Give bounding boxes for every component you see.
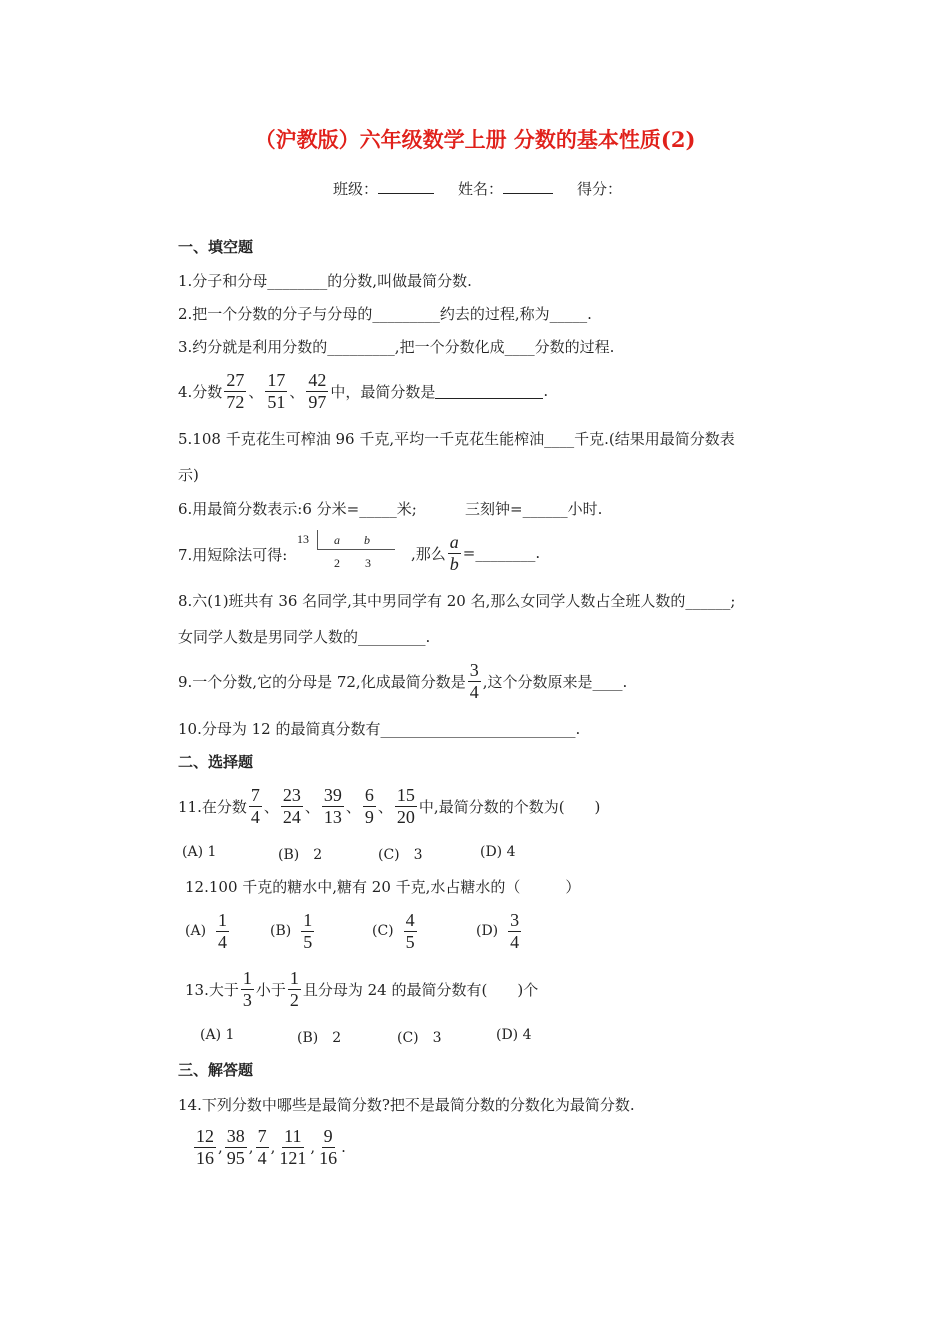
question-8-line-1: 8.六(1)班共有 36 名同学,其中男同学有 20 名,那么女同学人数占全班人数的______; <box>178 592 736 610</box>
q7-end: =________. <box>462 544 541 562</box>
short-division-b: b <box>364 533 370 547</box>
fraction: $\frac{1}{2}$ <box>289 967 299 1010</box>
q12-option-b[interactable] <box>270 908 316 954</box>
question-5-line-2: 示) <box>178 466 199 484</box>
class-label: 班级： <box>333 180 379 198</box>
separator: 、 <box>377 797 393 816</box>
q11-option-c[interactable]: (C) 3 <box>378 847 423 863</box>
fraction: $\frac{27}{72}$ <box>226 369 245 412</box>
separator: 、 <box>289 382 305 401</box>
q11-end: 中,最简分数的个数为( ) <box>418 797 601 816</box>
fraction: $\frac{1}{5}$ <box>303 909 313 952</box>
fraction: $\frac{9}{16}$ <box>319 1125 338 1168</box>
score-label: 得分： <box>577 180 623 198</box>
answer-blank[interactable] <box>435 384 543 399</box>
fraction: $\frac{38}{95}$ <box>226 1125 245 1168</box>
name-blank[interactable] <box>503 179 553 194</box>
separator: 、 <box>304 797 320 816</box>
score-field <box>577 178 622 199</box>
option-label: (C) <box>372 923 394 939</box>
name-field <box>458 178 553 199</box>
short-division-3: 3 <box>365 556 371 570</box>
short-division-bar <box>317 530 318 550</box>
separator: 、 <box>263 797 279 816</box>
q9-end: ,这个分数原来是____. <box>482 672 628 691</box>
option-label: (D) <box>476 923 499 939</box>
fraction: $\frac{42}{97}$ <box>308 369 327 412</box>
option-label: (A) <box>185 923 207 939</box>
page-title: （沪教版）六年级数学上册 分数的基本性质(2) <box>254 127 696 152</box>
fraction: $\frac{17}{51}$ <box>267 369 286 412</box>
q12-option-a[interactable] <box>185 908 231 954</box>
section-answer: 三、解答题 <box>178 1061 254 1079</box>
question-14: 14.下列分数中哪些是最简分数?把不是最简分数的分数化为最简分数. <box>178 1096 635 1114</box>
fraction: $\frac{6}{9}$ <box>364 784 374 827</box>
fraction: $\frac{1}{3}$ <box>242 967 252 1010</box>
q4-prefix: 4.分数 <box>178 382 223 401</box>
q11-prefix: 11.在分数 <box>178 797 247 816</box>
question-2: 2.把一个分数的分子与分母的_________约去的过程,称为_____. <box>178 305 592 323</box>
section-fill-blank: 一、填空题 <box>178 238 254 256</box>
q12-option-d[interactable] <box>476 908 523 954</box>
name-label: 姓名： <box>458 180 504 198</box>
short-division-divisor: 13 <box>297 532 309 546</box>
short-division-line <box>317 549 395 550</box>
fraction: $\frac{23}{24}$ <box>282 784 301 827</box>
question-6-a: 6.用最简分数表示:6 分米=_____米; <box>178 500 417 518</box>
short-division-2: 2 <box>334 556 340 570</box>
fraction: $\frac{39}{13}$ <box>323 784 342 827</box>
q13-option-c[interactable]: (C) 3 <box>397 1030 442 1046</box>
q13-prefix: 13.大于 <box>185 980 239 999</box>
q14-fractions <box>192 1124 346 1170</box>
question-13 <box>185 966 538 1012</box>
question-12: 12.100 千克的糖水中,糖有 20 千克,水占糖水的（ ） <box>185 878 581 896</box>
question-11 <box>178 782 600 830</box>
q13-option-a[interactable]: (A) 1 <box>200 1027 235 1043</box>
class-field <box>333 178 434 199</box>
short-division-a: a <box>334 533 340 547</box>
question-6-b: 三刻钟=______小时. <box>465 500 603 518</box>
q13-option-d[interactable]: (D) 4 <box>496 1027 532 1043</box>
q11-option-b[interactable]: (B) 2 <box>278 847 323 863</box>
question-1: 1.分子和分母________的分数,叫做最简分数. <box>178 272 472 290</box>
separator: , <box>310 1138 316 1156</box>
question-7-prefix: 7.用短除法可得: <box>178 546 288 564</box>
fraction: $\frac{15}{20}$ <box>396 784 415 827</box>
q13-mid: 小于 <box>255 980 286 999</box>
fraction: $\frac{3}{4}$ <box>469 659 479 702</box>
fraction: $\frac{12}{16}$ <box>196 1125 214 1168</box>
fraction: $\frac{7}{4}$ <box>257 1125 267 1168</box>
separator: , <box>248 1138 254 1156</box>
separator: 、 <box>248 382 264 401</box>
question-9 <box>178 658 627 704</box>
separator: , <box>218 1138 223 1156</box>
q14-end: . <box>341 1138 346 1156</box>
question-8-line-2: 女同学人数是男同学人数的_________. <box>178 628 431 646</box>
fraction: $\frac{3}{4}$ <box>510 909 520 952</box>
fraction: $\frac{1}{4}$ <box>218 909 228 952</box>
q11-option-a[interactable]: (A) 1 <box>182 844 217 860</box>
separator: , <box>270 1138 276 1156</box>
q4-middle: 中，最简分数是 <box>330 382 436 401</box>
section-choice: 二、选择题 <box>178 753 254 771</box>
q7-middle: ,那么 <box>411 544 446 563</box>
fraction: $\frac{a}{b}$ <box>449 531 459 574</box>
question-4 <box>178 367 548 415</box>
question-3: 3.约分就是利用分数的_________,把一个分数化成____分数的过程. <box>178 338 615 356</box>
q13-option-b[interactable]: (B) 2 <box>297 1030 342 1046</box>
fraction: $\frac{4}{5}$ <box>405 909 415 952</box>
q11-option-d[interactable]: (D) 4 <box>480 844 516 860</box>
separator: 、 <box>345 797 361 816</box>
question-5-line-1: 5.108 千克花生可榨油 96 千克,平均一千克花生能榨油____千克.(结果用最简分数表 <box>178 430 735 448</box>
question-7-tail <box>411 530 540 576</box>
class-blank[interactable] <box>378 179 434 194</box>
question-10: 10.分母为 12 的最简真分数有__________________________. <box>178 720 581 738</box>
q13-end: 且分母为 24 的最简分数有( )个 <box>302 980 539 999</box>
q12-option-c[interactable] <box>372 908 419 954</box>
q9-prefix: 9.一个分数,它的分母是 72,化成最简分数是 <box>178 672 466 691</box>
fraction: $\frac{11}{121}$ <box>279 1125 307 1168</box>
option-label: (B) <box>270 923 292 939</box>
fraction: $\frac{7}{4}$ <box>250 784 260 827</box>
q4-end: . <box>543 382 549 400</box>
